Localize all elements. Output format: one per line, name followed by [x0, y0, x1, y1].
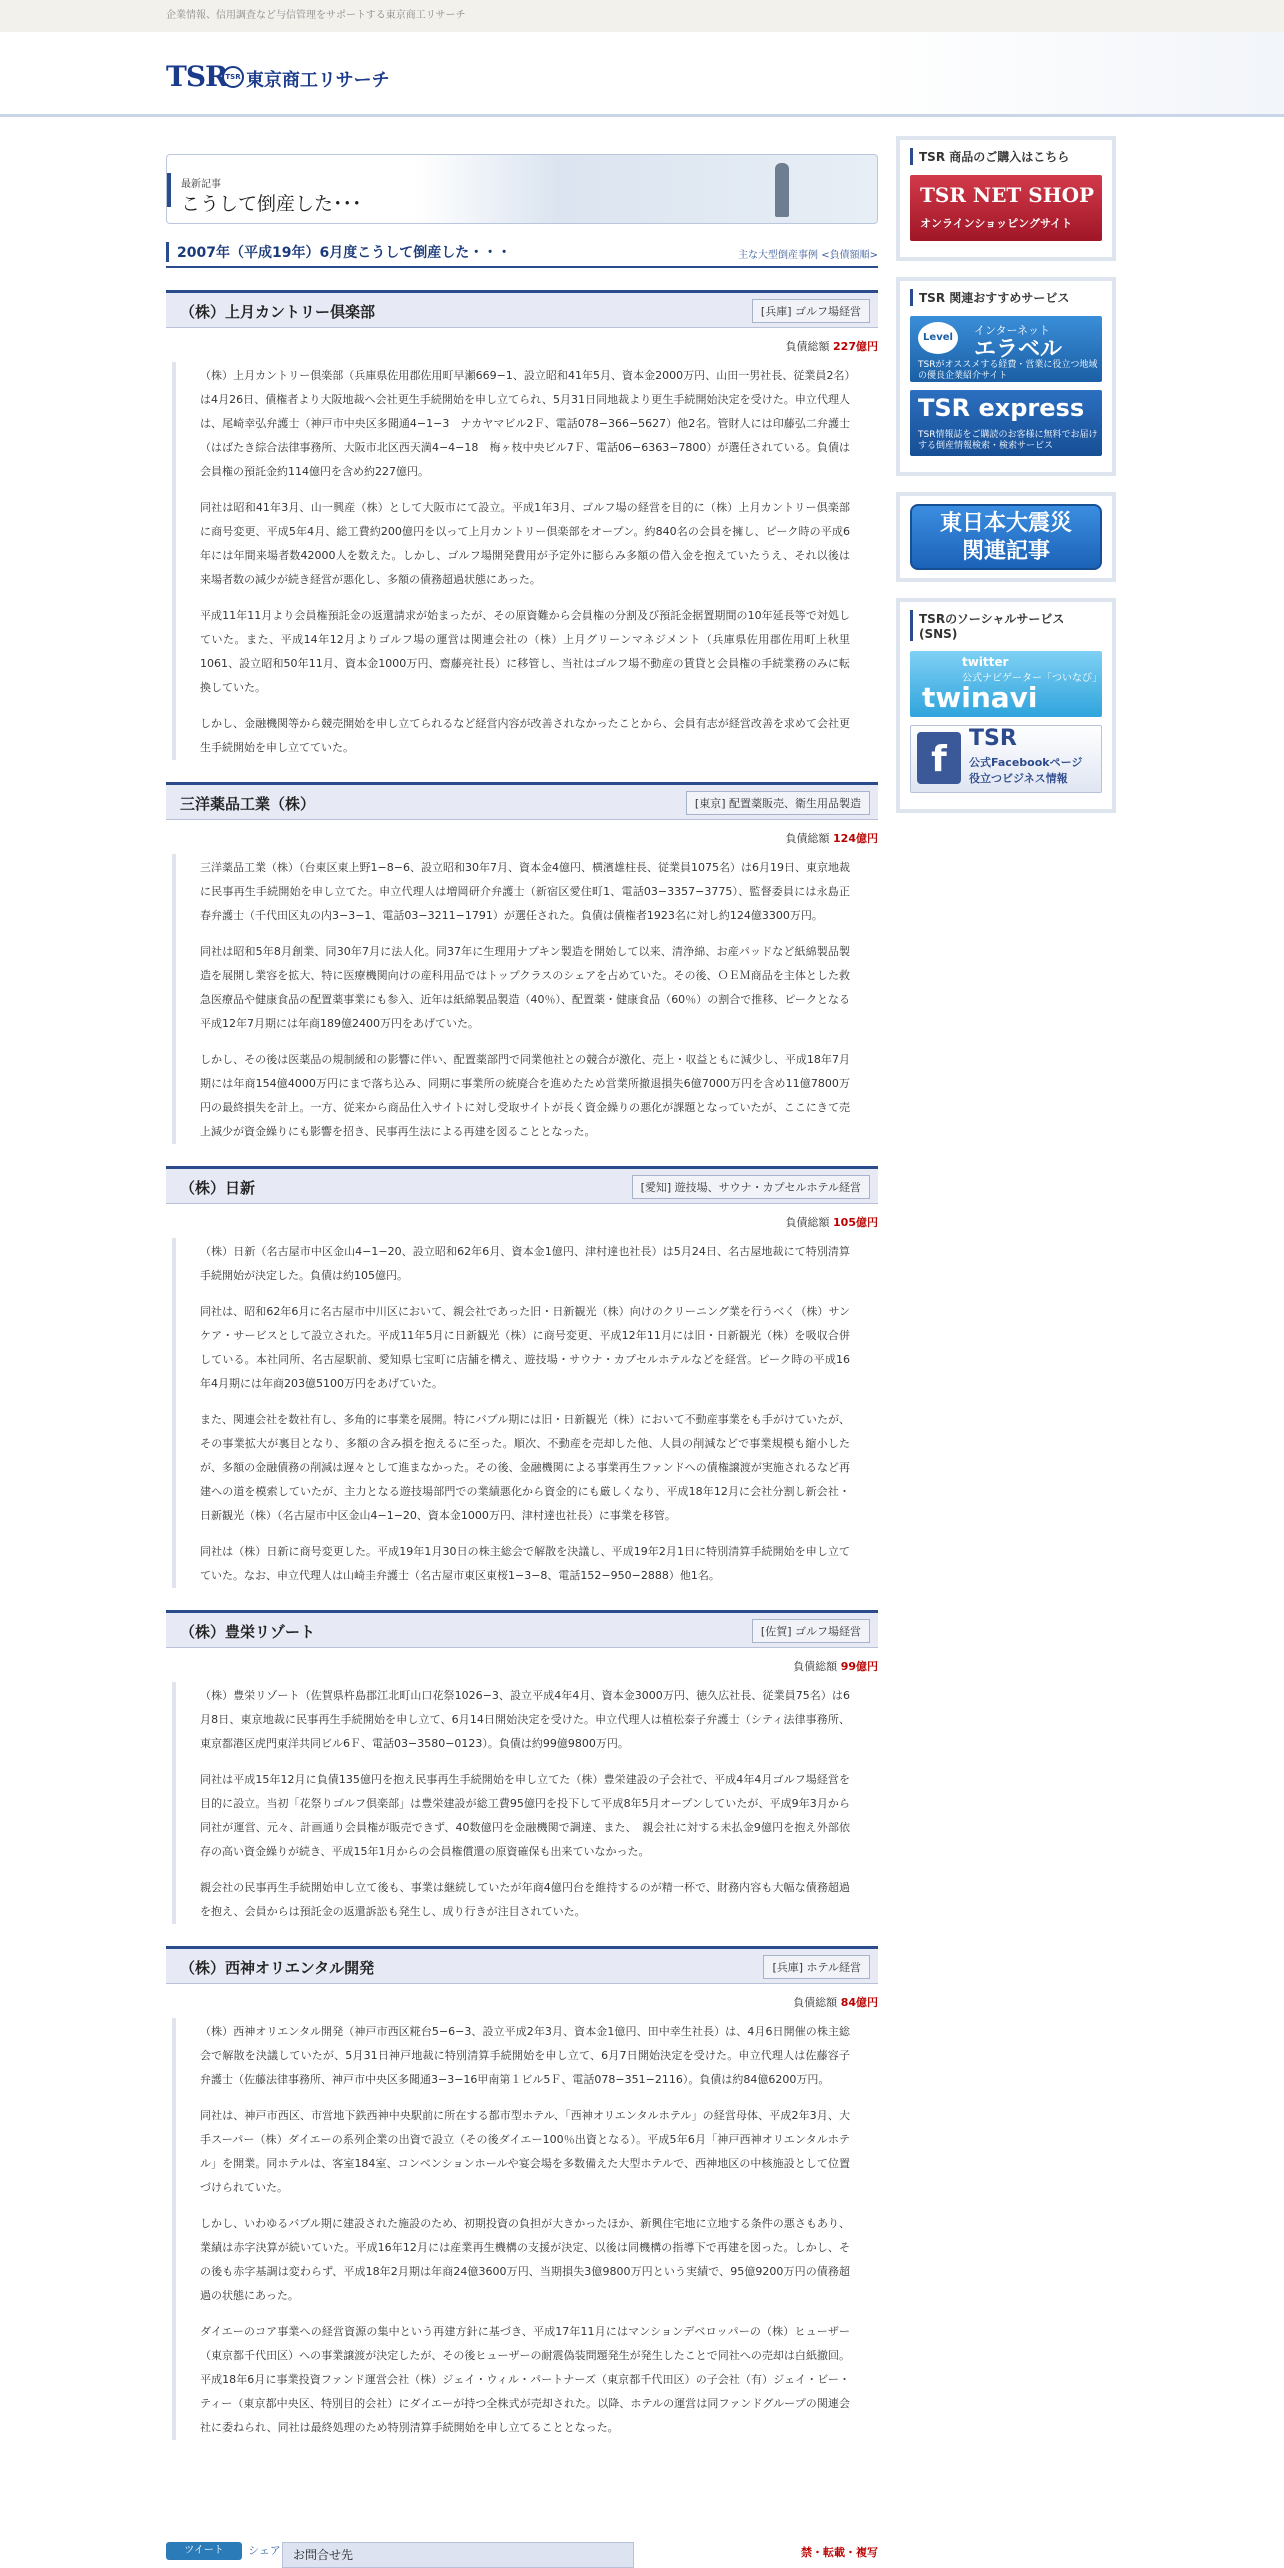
article-body: [172, 854, 878, 1144]
netshop-banner[interactable]: [910, 175, 1102, 241]
company-industry-tag: [東京] 配置薬販売、衛生用品製造: [686, 791, 870, 815]
eravel-caption: インターネット: [974, 324, 1051, 337]
sidebar: [896, 136, 1116, 829]
company-header: [166, 782, 878, 820]
contact-box: お問合せ先: [282, 2542, 634, 2568]
eravel-title: エラベル: [974, 337, 1063, 362]
article-body: [172, 362, 878, 760]
company-header: [166, 290, 878, 328]
sns-box: [896, 598, 1116, 813]
service-box: [896, 277, 1116, 476]
debt-total: [166, 1204, 878, 1238]
eravel-banner[interactable]: [910, 316, 1102, 382]
netshop-subtitle: オンラインショッピングサイト: [920, 217, 1073, 230]
article-paragraph: 同社は、神戸市西区、市営地下鉄西神中央駅前に所在する都市型ホテル、「西神オリエンタルホテル」の経営母体、平成2年3月、大手スーパー（株）ダイエーの系列企業の出資で設立（その後ダイエー100％出資となる）。平成5年6月「神戸西神オリエンタルホテル」を開業。同ホテルは、客室184室、コンベンションホールや宴会場を多数備えた大型ホテルで、西神地区の中核施設として位置づけられていた。: [200, 2109, 850, 2194]
company-article: [166, 290, 878, 760]
twinavi-caption: 公式ナビゲーター「ついなび」: [962, 673, 1102, 684]
purchase-box: [896, 136, 1116, 261]
hero-banner: [166, 154, 878, 224]
main-content: [166, 154, 878, 2452]
reprint-notice: 禁・転載・複写: [801, 2546, 878, 2559]
section-heading: [166, 240, 878, 268]
facebook-subcaption: 役立つビジネス情報: [969, 772, 1068, 785]
company-article: [166, 1610, 878, 1924]
facebook-banner[interactable]: [910, 725, 1102, 793]
company-header: [166, 1610, 878, 1648]
eravel-description: TSRがオススメする経費・営業に役立つ地域の優良企業紹介サイト: [918, 360, 1098, 381]
article-paragraph: また、関連会社を数社有し、多角的に事業を展開。特にバブル期には旧・日新観光（株）において不動産事業をも手がけていたが、その事業拡大が裏目となり、多額の含み損を抱えるに至った。順次、不動産を売却した他、人員の削減などで事業規模も縮小したが、多額の金融債務の削減は遅々として進まなかった。その後、金融機関による事業再生ファンドへの債権譲渡が実施されるなど再建への道を模索していたが、主力となる遊技場部門での業績悪化から資金的にも厳しくなり、平成18年12月に会社分割し新会社・日新観光（株）（名古屋市中区金山4−1−20、資本金1000万円、津村達也社長）に事業を移管。: [200, 1413, 850, 1522]
article-paragraph: しかし、その後は医薬品の規制緩和の影響に伴い、配置薬部門で同業他社との競合が激化、売上・収益ともに減少し、平成18年7月期には年商154億4000万円にまで落ち込み、同期に事業所の統廃合を進めたため営業所撤退損失6億7000万円を含め11億7800万円の最終損失を計上。一方、従来から商品仕入サイトに対し受取サイトが長く資金繰りの悪化が課題となっていたが、ここにきて売上減少が資金繰りにも影響を招き、民事再生法による再建を図ることとなった。: [200, 1053, 850, 1138]
debt-label: 負債総額: [785, 1216, 830, 1229]
company-article: [166, 1166, 878, 1588]
share-link[interactable]: シェア: [248, 2544, 281, 2557]
earthquake-line2: 関連記事: [961, 539, 1050, 564]
company-header: [166, 1166, 878, 1204]
company-article: [166, 782, 878, 1144]
top-bar: [0, 0, 1284, 32]
debt-total: [166, 328, 878, 362]
page-title: こうして倒産した･･･: [181, 193, 362, 215]
article-paragraph: （株）西神オリエンタル開発（神戸市西区糀台5−6−3、設立平成2年3月、資本金1億円、田中幸生社長）は、4月6日開催の株主総会で解散を決議していたが、5月31日神戸地裁に特別清算手続開始を申し立て、6月7日開始決定を受けた。申立代理人は佐藤容子弁護士（佐藤法律事務所、神戸市中央区多聞通3−3−16甲南第１ビル5Ｆ、電話078−351−2116）。負債は約84億6200万円。: [200, 2025, 850, 2086]
earthquake-articles-button[interactable]: [910, 504, 1102, 570]
article-paragraph: （株）上月カントリー倶楽部（兵庫県佐用郡佐用町早瀬669−1、設立昭和41年5月、資本金2000万円、山田一男社長、従業員2名）は4月26日、債権者より大阪地裁へ会社更生手続開始を申し立てられ、5月31日同地裁より更生手続開始決定を受けた。申立代理人は、尾崎幸弘弁護士（神戸市中央区多聞通4−1−3 ナカヤマビル2Ｆ、電話078−366−5627）他2名。管財人には印藤弘二弁護士（はばたき綜合法律事務所、大阪市北区西天満4−4−18 梅ヶ枝中央ビル7Ｆ、電話06−6363−7800）が選任されている。負債は会員権の預託金約114億円を含め約227億円。: [200, 369, 850, 478]
footer-bar: [166, 2540, 878, 2568]
level-icon: Level: [918, 322, 958, 354]
article-paragraph: 親会社の民事再生手続開始申し立て後も、事業は継続していたが年商4億円台を維持するのが精一杯で、財務内容も大幅な債務超過を抱え、会員からは預託金の返還訴訟も発生し、成り行きが注目されていた。: [200, 1881, 850, 1918]
express-description: TSR情報誌をご購読のお客様に無料でお届けする倒産情報検索・検索サービス: [918, 430, 1098, 451]
company-name: （株）豊栄リゾート: [180, 1623, 316, 1641]
site-header: [0, 32, 1284, 117]
tagline: 企業情報、信用調査など与信管理をサポートする東京商工リサーチ: [166, 10, 466, 21]
twinavi-banner[interactable]: [910, 651, 1102, 717]
debt-value: 105億円: [833, 1216, 878, 1229]
debt-total: [166, 1984, 878, 2018]
article-paragraph: 同社は（株）日新に商号変更した。平成19年1月30日の株主総会で解散を決議し、平成19年2月1日に特別清算手続開始を申し立てていた。なお、申立代理人は山崎圭弁護士（名古屋市東区東桜1−3−8、電話152−950−2888）他1名。: [200, 1545, 850, 1582]
article-paragraph: （株）豊栄リゾート（佐賀県杵島郡江北町山口花祭1026−3、設立平成4年4月、資本金3000万円、徳久広社長、従業員75名）は6月8日、東京地裁に民事再生手続開始を申し立て、6月14日開始決定を受けた。申立代理人は植松泰子弁護士（シティ法律事務所、東京都港区虎門東洋共同ビル6Ｆ、電話03−3580−0123）。負債は約99億9800万円。: [200, 1689, 850, 1750]
debt-label: 負債総額: [785, 832, 830, 845]
company-industry-tag: [兵庫] ホテル経営: [763, 1955, 870, 1979]
debt-label: 負債総額: [785, 340, 830, 353]
facebook-tsr: TSR: [969, 726, 1017, 751]
article-paragraph: 同社は、昭和62年6月に名古屋市中川区において、親会社であった旧・日新観光（株）向けのクリーニング業を行うべく（株）サンケア・サービスとして設立された。平成11年5月に日新観光（株）に商号変更、平成12年11月には旧・日新観光（株）を吸収合併している。本社同所、名古屋駅前、愛知県七宝町に店舗を構え、遊技場・サウナ・カプセルホテルなどを経営。ピーク時の平成16年4月期には年商203億5100万円をあげていた。: [200, 1305, 850, 1390]
article-body: [172, 2018, 878, 2440]
company-industry-tag: [佐賀] ゴルフ場経営: [752, 1619, 870, 1643]
hero-accent: [167, 173, 171, 207]
article-paragraph: しかし、金融機関等から競売開始を申し立てられるなど経営内容が改善されなかったことから、会員有志が経営改善を求めて会社更生手続開始を申し立てていた。: [200, 717, 850, 754]
company-name: 三洋薬品工業（株）: [180, 795, 316, 813]
sns-title: TSRのソーシャルサービス(SNS): [910, 610, 1102, 641]
article-paragraph: 三洋薬品工業（株）（台東区東上野1−8−6、設立昭和30年7月、資本金4億円、横濱雄柱長、従業員1075名）は6月19日、東京地裁に民事再生手続開始を申し立てた。申立代理人は増岡研介弁護士（新宿区愛住町1、電話03−3357−3775）、監督委員には永島正春弁護士（千代田区丸の内3−3−1、電話03−3211−1791）が選任された。負債は債権者1923名に対し約124億3300万円。: [200, 861, 850, 922]
company-name: （株）日新: [180, 1179, 256, 1197]
article-paragraph: 平成11年11月より会員権預託金の返還請求が始まったが、その原資難から会員権の分割及び預託金据置期間の10年延長等で対処していた。また、平成14年12月よりゴルフ場の運営は関連会社の（株）上月グリーンマネジメント（兵庫県佐用郡佐用町上秋里1061、設立昭和50年11月、資本金1000万円、齋藤亮社長）に移管し、当社はゴルフ場不動産の賃貸と会員権の手続業務のみに転換していた。: [200, 609, 850, 694]
debt-label: 負債総額: [793, 1996, 838, 2009]
tsr-mark-icon: TSR: [222, 66, 244, 88]
debt-value: 84億円: [840, 1996, 878, 2009]
large-bankruptcy-link[interactable]: 主な大型倒産事例 <負債額順>: [738, 250, 878, 261]
debt-value: 124億円: [833, 832, 878, 845]
company-logo-name[interactable]: 東京商工リサーチ: [246, 70, 390, 91]
debt-value: 99億円: [840, 1660, 878, 1673]
twinavi-title: twinavi: [922, 681, 1038, 714]
company-header: [166, 1946, 878, 1984]
article-paragraph: （株）日新（名古屋市中区金山4−1−20、設立昭和62年6月、資本金1億円、津村達也社長）は5月24日、名古屋地裁にて特別清算手続開始が決定した。負債は約105億円。: [200, 1245, 850, 1282]
twitter-logo: twitter: [962, 655, 1009, 669]
netshop-title: TSR NET SHOP: [920, 183, 1095, 207]
debt-total: [166, 820, 878, 854]
facebook-icon: f: [917, 732, 961, 784]
earthquake-box: [896, 492, 1116, 582]
earthquake-line1: 東日本大震災: [939, 511, 1072, 536]
hero-subtitle: 最新記事: [181, 179, 221, 190]
debt-label: 負債総額: [793, 1660, 838, 1673]
facebook-caption: 公式Facebookページ: [969, 756, 1083, 769]
express-banner[interactable]: [910, 390, 1102, 456]
tsr-logo[interactable]: TSR: [166, 60, 228, 93]
article-paragraph: ダイエーのコア事業への経営資源の集中という再建方針に基づき、平成17年11月にはマンションデベロッパーの（株）ヒューザー（東京都千代田区）への事業譲渡が決定したが、その後ヒューザーの耐震偽装問題発生が発生したことで同社への売却は白紙撤回。平成18年6月に事業投資ファンド運営会社（株）ジェイ・ウィル・パートナーズ（東京都千代田区）の子会社（有）ジェイ・ビー・ティー（東京都中央区、特別目的会社）にダイエーが持つ全株式が売却された。以降、ホテルの運営は同ファンドグループの関連会社に委ねられ、同社は最終処理のため特別清算手続開始を申し立てることとなった。: [200, 2325, 850, 2434]
article-paragraph: 同社は平成15年12月に負債135億円を抱え民事再生手続開始を申し立てた（株）豊栄建設の子会社で、平成4年4月ゴルフ場経営を目的に設立。当初「花祭りゴルフ倶楽部」は豊栄建設が総工費95億円を投下して平成8年5月オープンしていたが、平成9年3月から同社が運営、元々、計画通り会員権が販売できず、40数億円を金融機関で調達、また、 親会社に対する未払金9億円を抱え外部依存の高い資金繰りが続き、平成15年1月からの会員権償還の原資確保も出来ていなかった。: [200, 1773, 850, 1858]
purchase-title: TSR 商品のご購入はこちら: [910, 148, 1102, 165]
tweet-button[interactable]: ツイート: [166, 2542, 242, 2560]
company-article: [166, 1946, 878, 2440]
article-paragraph: しかし、いわゆるバブル期に建設された施設のため、初期投資の負担が大きかったほか、新興住宅地に立地する条件の悪さもあり、業績は赤字決算が続いていた。平成16年12月には産業再生機構の支援が決定、以後は同機構の指導下で再建を図った。しかし、その後も赤字基調は変わらず、平成18年2月期は年商24億3600万円、当期損失3億9800万円という実績で、95億9200万円の債務超過の状態にあった。: [200, 2217, 850, 2302]
article-body: [172, 1682, 878, 1924]
article-paragraph: 同社は昭和41年3月、山一興産（株）として大阪市にて設立。平成1年3月、ゴルフ場の経営を目的に（株）上月カントリー倶楽部に商号変更、平成5年4月、総工費約200億円を以って上月カントリー倶楽部をオープン。約840名の会員を擁し、ピーク時の平成6年には年間来場者数42000人を数えた。しかし、ゴルフ場開発費用が予定外に膨らみ多額の借入金を抱えていたうえ、それ以後は来場者数の減少が続き経営が悪化し、多額の債務超過状態にあった。: [200, 501, 850, 586]
company-list: [166, 290, 878, 2440]
article-body: [172, 1238, 878, 1588]
company-name: （株）上月カントリー倶楽部: [180, 303, 376, 321]
header-background: [864, 32, 1284, 114]
service-title: TSR 関連おすすめサービス: [910, 289, 1102, 306]
company-industry-tag: [愛知] 遊技場、サウナ・カプセルホテル経営: [632, 1175, 870, 1199]
express-title: TSR express: [918, 394, 1085, 422]
month-title: 2007年（平成19年）6月度こうして倒産した・・・: [166, 242, 511, 262]
debt-value: 227億円: [833, 340, 878, 353]
debt-total: [166, 1648, 878, 1682]
businessman-photo: [775, 163, 789, 217]
company-industry-tag: [兵庫] ゴルフ場経営: [752, 299, 870, 323]
company-name: （株）西神オリエンタル開発: [180, 1959, 375, 1977]
article-paragraph: 同社は昭和5年8月創業、同30年7月に法人化。同37年に生理用ナプキン製造を開始して以来、清浄綿、お産パッドなど紙綿製品製造を展開し業容を拡大、特に医療機関向けの産科用品ではトップクラスのシェアを占めていた。その後、ＯＥＭ商品を主体とした救急医療品や健康食品の配置薬事業にも参入、近年は紙綿製品製造（40％）、配置薬・健康食品（60％）の割合で推移、ピークとなる平成12年7月期には年商189億2400万円をあげていた。: [200, 945, 850, 1030]
